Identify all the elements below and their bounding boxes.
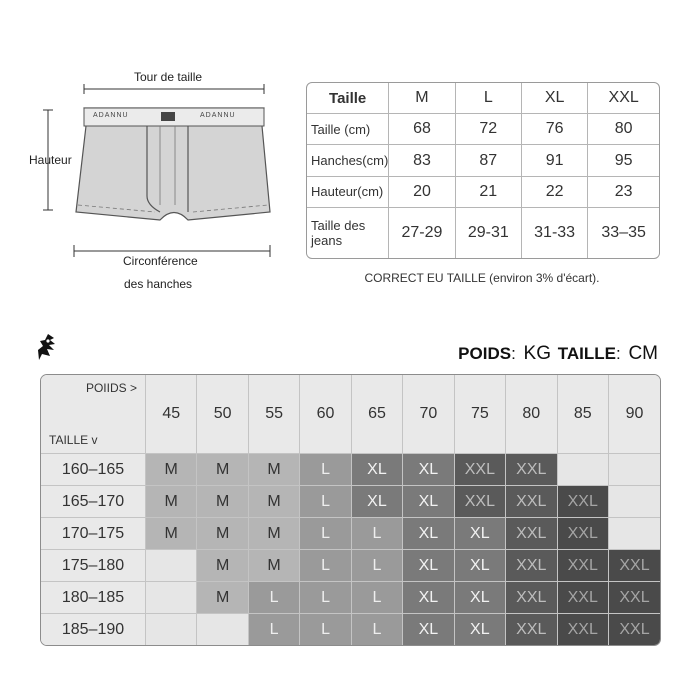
height-axis-label: TAILLE v — [49, 432, 98, 447]
size-cell: L — [300, 486, 351, 518]
size-cell: M — [248, 550, 299, 582]
size-cell: XXL — [454, 486, 505, 518]
separator: : — [511, 344, 516, 363]
weight-header-cell: 45 — [146, 375, 197, 453]
size-cell: L — [248, 614, 299, 645]
size-cell — [146, 582, 197, 614]
table-row — [307, 208, 659, 258]
size-cell: XL — [454, 518, 505, 550]
size-cell: XL — [351, 453, 402, 485]
size-cell: M — [197, 486, 248, 518]
table-cell: 21 — [455, 176, 521, 207]
weight-axis-label: POIIDS > — [85, 381, 137, 395]
size-cell — [557, 453, 608, 485]
size-cell: M — [248, 486, 299, 518]
waistband-text-right: ADANNU — [200, 112, 236, 119]
size-cell — [608, 518, 660, 550]
size-cell: XL — [351, 486, 402, 518]
size-cell: XXL — [557, 518, 608, 550]
weight-header-cell: 90 — [608, 375, 660, 453]
size-header-cell: Taille — [307, 83, 389, 114]
weight-label: POIDS — [458, 344, 512, 363]
size-cell: M — [197, 453, 248, 485]
size-note: CORRECT EU TAILLE (environ 3% d'écart). — [364, 271, 600, 285]
garment-diagram — [0, 0, 300, 300]
height-label-cell: 180–185 — [41, 582, 146, 614]
size-cell: XXL — [506, 486, 557, 518]
size-cell: XL — [454, 614, 505, 645]
size-cell: XXL — [506, 453, 557, 485]
size-header-cell: XL — [521, 83, 587, 114]
table-cell: 31-33 — [521, 208, 587, 258]
weight-header-cell: 50 — [197, 375, 248, 453]
size-cell: L — [300, 614, 351, 645]
size-cell: XL — [403, 486, 454, 518]
row-label: Taille (cm) — [307, 114, 389, 145]
size-cell: XXL — [506, 518, 557, 550]
grid-row — [41, 518, 660, 550]
size-cell — [146, 550, 197, 582]
size-cell: L — [300, 582, 351, 614]
table-cell: 23 — [588, 176, 659, 207]
size-cell: M — [248, 453, 299, 485]
table-cell: 20 — [389, 176, 455, 207]
size-cell: XL — [403, 550, 454, 582]
size-cell: M — [146, 518, 197, 550]
size-cell: L — [300, 518, 351, 550]
size-cell — [608, 453, 660, 485]
weight-unit: KG — [523, 343, 551, 364]
grid-row — [41, 614, 660, 645]
height-label-cell: 165–170 — [41, 486, 146, 518]
size-cell: M — [248, 518, 299, 550]
hip-label-line1: Circonférence — [123, 254, 198, 268]
grid-row — [41, 550, 660, 582]
size-cell: XL — [403, 453, 454, 485]
size-cell: L — [351, 582, 402, 614]
size-cell: M — [146, 486, 197, 518]
size-cell: M — [197, 582, 248, 614]
size-cell: XXL — [608, 550, 660, 582]
table-row — [307, 114, 659, 145]
brand-logo-icon — [36, 332, 60, 362]
table-cell: 22 — [521, 176, 587, 207]
size-cell: L — [248, 582, 299, 614]
size-cell: XXL — [557, 550, 608, 582]
size-header-cell: L — [455, 83, 521, 114]
size-header-cell: M — [389, 83, 455, 114]
weight-header-cell: 70 — [403, 375, 454, 453]
grid-row — [41, 486, 660, 518]
size-cell: M — [146, 453, 197, 485]
size-cell: L — [351, 550, 402, 582]
table-cell: 80 — [588, 114, 659, 145]
table-cell: 87 — [455, 145, 521, 176]
size-cell: XXL — [506, 582, 557, 614]
height-label: Hauteur — [29, 153, 72, 167]
table-row — [307, 176, 659, 207]
weight-header-cell: 65 — [351, 375, 402, 453]
waistband-text-left: ADANNU — [93, 112, 129, 119]
row-label: Taille des jeans — [307, 208, 389, 258]
size-cell: XL — [403, 518, 454, 550]
size-cell: M — [197, 518, 248, 550]
table-cell: 95 — [588, 145, 659, 176]
table-cell: 83 — [389, 145, 455, 176]
table-cell: 91 — [521, 145, 587, 176]
table-cell: 29-31 — [455, 208, 521, 258]
weight-header-cell: 80 — [506, 375, 557, 453]
table-row — [307, 145, 659, 176]
grid-row — [41, 453, 660, 485]
size-cell: XXL — [557, 486, 608, 518]
size-header-cell: XXL — [588, 83, 659, 114]
size-cell: L — [351, 614, 402, 645]
size-cell — [608, 486, 660, 518]
size-cell: XXL — [557, 614, 608, 645]
weight-header-cell: 55 — [248, 375, 299, 453]
row-label: Hanches(cm) — [307, 145, 389, 176]
size-cell: XXL — [506, 614, 557, 645]
size-cell: XXL — [454, 453, 505, 485]
separator: : — [615, 344, 621, 363]
size-cell: L — [300, 550, 351, 582]
weight-header-cell: 60 — [300, 375, 351, 453]
size-table — [306, 82, 660, 259]
height-label-cell: 175–180 — [41, 550, 146, 582]
unit-legend — [458, 343, 660, 365]
row-label: Hauteur(cm) — [307, 176, 389, 207]
size-cell — [197, 614, 248, 645]
size-cell: XXL — [506, 550, 557, 582]
size-cell: L — [300, 453, 351, 485]
size-grid — [40, 374, 661, 646]
table-cell: 72 — [455, 114, 521, 145]
size-cell: XL — [454, 582, 505, 614]
size-cell: M — [197, 550, 248, 582]
waist-label: Tour de taille — [134, 70, 203, 84]
size-cell: XL — [403, 614, 454, 645]
height-label-cell: 160–165 — [41, 453, 146, 485]
size-cell — [146, 614, 197, 645]
table-cell: 27-29 — [389, 208, 455, 258]
weight-header-cell: 75 — [454, 375, 505, 453]
hip-label-line2: des hanches — [124, 277, 193, 291]
height-label-cell: 185–190 — [41, 614, 146, 645]
size-cell: XXL — [557, 582, 608, 614]
height-label-cell: 170–175 — [41, 518, 146, 550]
grid-row — [41, 582, 660, 614]
grid-corner — [41, 375, 146, 453]
size-unit: CM — [628, 343, 658, 364]
weight-header-cell: 85 — [557, 375, 608, 453]
size-cell: L — [351, 518, 402, 550]
size-cell: XL — [454, 550, 505, 582]
grid-header-row — [41, 375, 660, 453]
table-cell: 76 — [521, 114, 587, 145]
size-cell: XXL — [608, 614, 660, 645]
size-cell: XXL — [608, 582, 660, 614]
size-label: TAILLE — [557, 344, 616, 363]
table-cell: 33–35 — [588, 208, 659, 258]
table-cell: 68 — [389, 114, 455, 145]
size-table-header — [307, 83, 659, 114]
size-cell: XL — [403, 582, 454, 614]
